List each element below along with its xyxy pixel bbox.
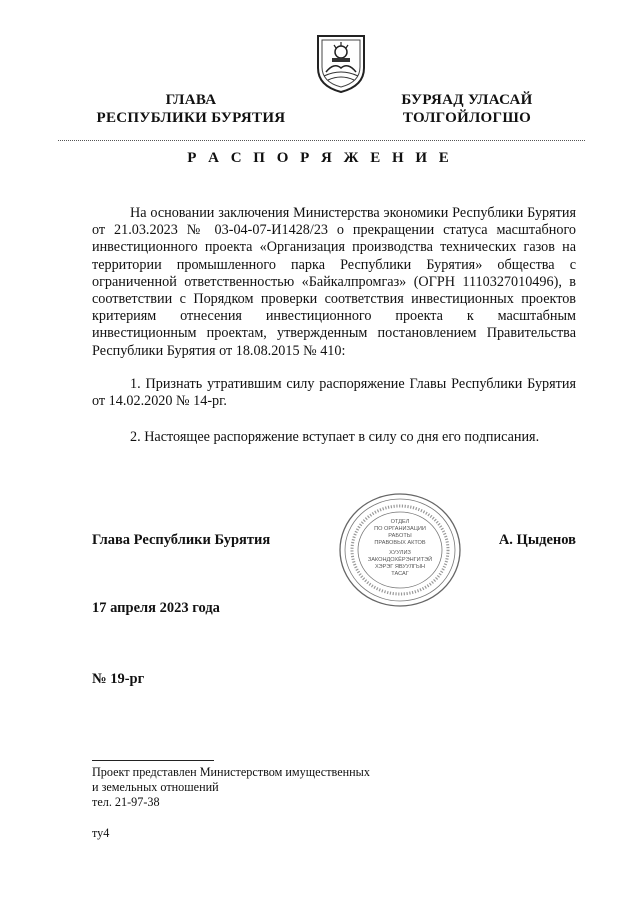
footer-phone: тел. 21-97-38	[92, 795, 160, 809]
paragraph-preamble: На основании заключения Министерства экономики Республики Бурятия от 21.03.2023 № 03-04-07-И1428/23 о прекращении статуса масштабного инвестиционного проекта «Организация производства технических газов на территории промышленного парка Республики Бурятия» общества с ограниченной ответственностью «Байкалпромгаз» (ОГРН 1110327010496), в соответствии с Порядком проверки соответствия инвестиционных проектов критериям отнесения инвестиционного проекта к масштабным инвестиционным проектам, утвержденным постановлением Правительства Республики Бурятия от 18.08.2015 № 410:	[92, 205, 576, 359]
header-left-line2: РЕСПУБЛИКИ БУРЯТИЯ	[96, 110, 286, 126]
header-left-line1: ГЛАВА	[165, 92, 217, 108]
signature-name: А. Цыденов	[498, 532, 576, 548]
footer-line-2: и земельных отношений	[92, 780, 219, 794]
seal-line-5: ХУУЛИЗ	[389, 550, 411, 556]
paragraph-item-2: 2. Настоящее распоряжение вступает в силу со дня его подписания.	[130, 429, 540, 445]
header-divider	[58, 140, 585, 141]
header-right-line1: БУРЯАД УЛАСАЙ	[401, 92, 533, 108]
footer-line-1: Проект представлен Министерством имущественных	[92, 765, 370, 779]
document-date: 17 апреля 2023 года	[92, 600, 220, 616]
header-right-line2: ТОЛГОЙЛОГШО	[402, 110, 532, 126]
footer-code: ту4	[92, 826, 110, 840]
seal-line-4: ПРАВОВЫХ АКТОВ	[374, 540, 426, 546]
coat-of-arms-emblem	[312, 28, 370, 94]
header-right	[382, 91, 552, 127]
seal-line-8: ТАСАГ	[391, 571, 409, 577]
seal-line-3: РАБОТЫ	[388, 533, 412, 539]
document-title: Р А С П О Р Я Ж Е Н И Е	[187, 150, 453, 166]
footer-divider	[92, 760, 214, 761]
signature-role: Глава Республики Бурятия	[92, 532, 271, 548]
seal-line-7: ХЭРЭГ ЯВУУЛГЫН	[374, 564, 426, 570]
paragraph-item-1: 1. Признать утратившим силу распоряжение Главы Республики Бурятия от 14.02.2020 № 14-рг.	[92, 376, 576, 410]
document-number: № 19-рг	[92, 671, 145, 687]
seal-line-6: ЗАКОНДОХЁРЭНГИТЭЙ	[367, 557, 433, 563]
header-left	[86, 91, 296, 127]
seal-line-2: ПО ОРГАНИЗАЦИИ	[374, 526, 426, 532]
official-seal-stamp	[336, 490, 464, 610]
seal-line-1: ОТДЕЛ	[390, 519, 410, 525]
